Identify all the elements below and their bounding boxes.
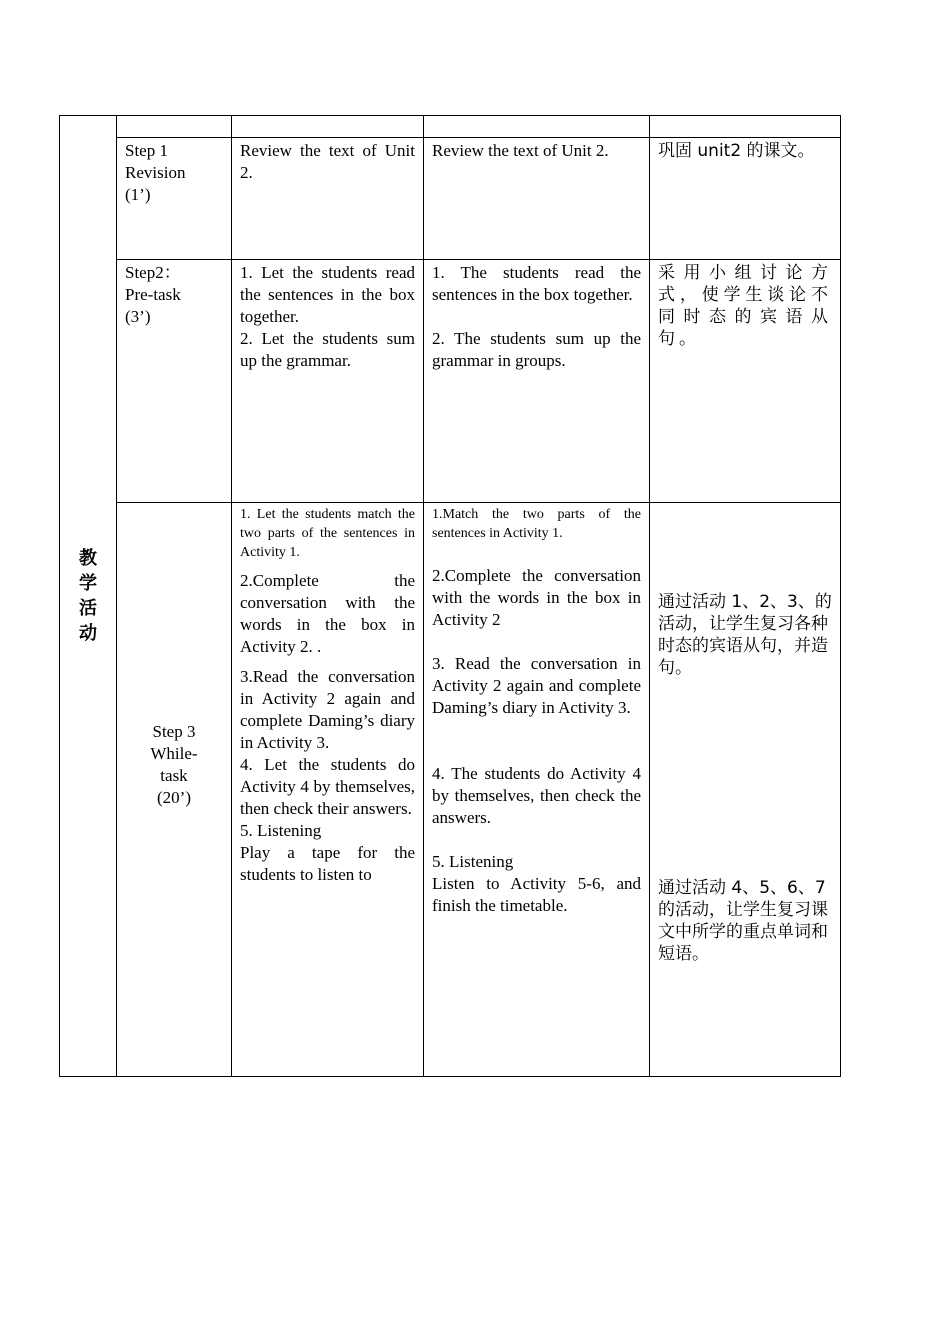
table-row bbox=[60, 138, 841, 260]
purpose-text: 巩固 unit2 的课文。 bbox=[658, 141, 815, 161]
header-cell-students bbox=[424, 116, 650, 138]
teacher-activity-text: 5. Listening bbox=[240, 821, 322, 840]
side-label-cell bbox=[60, 116, 117, 1077]
student-activity-text: 1. The students read the sentences in the box together. bbox=[432, 263, 641, 304]
step-phase: Pre-task bbox=[125, 285, 181, 304]
purpose-text: 通过活动 1、2、3、的活动，让学生复习各种时态的宾语从句，并造句。 bbox=[658, 592, 832, 678]
table-header-row bbox=[60, 116, 841, 138]
teacher-activity-cell bbox=[232, 260, 424, 503]
student-activity-text: 5. Listening bbox=[432, 852, 514, 871]
student-activity-text: Listen to Activity 5-6, and finish the timetable. bbox=[432, 874, 641, 915]
student-activity-text: 3. Read the conversation in Activity 2 again and complete Daming’s diary in Activity 3. bbox=[432, 654, 641, 717]
teacher-activity-text: 4. Let the students do Activity 4 by themselves, then check their answers. bbox=[240, 755, 415, 818]
teacher-activity-cell bbox=[232, 138, 424, 260]
step-title: Step 3 bbox=[152, 721, 196, 741]
step-duration: (3’) bbox=[125, 307, 151, 326]
table-row bbox=[60, 503, 841, 1077]
student-activity-text: Review the text of Unit 2. bbox=[432, 141, 609, 160]
student-activity-text: 4. The students do Activity 4 by themselves, then check the answers. bbox=[432, 764, 641, 827]
step-phase: Revision bbox=[125, 163, 186, 182]
lesson-plan-table bbox=[59, 115, 841, 1077]
table-row bbox=[60, 260, 841, 503]
student-activity-cell bbox=[424, 503, 650, 1077]
purpose-cell bbox=[650, 138, 841, 260]
step-title: Step2： bbox=[125, 263, 181, 282]
step-cell bbox=[117, 260, 232, 503]
student-activity-text: 1.Match the two parts of the sentences in Activity 1. bbox=[432, 507, 641, 541]
student-activity-cell bbox=[424, 260, 650, 503]
teacher-activity-text: 1. Let the students match the two parts of the sentences in Activity 1. bbox=[240, 507, 415, 560]
step-title: Step 1 bbox=[125, 141, 168, 160]
purpose-text: 采用小组讨论方式，使学生谈论不同时态的宾语从句。 bbox=[658, 263, 832, 349]
teacher-activity-text: 2. Let the students sum up the grammar. bbox=[240, 329, 415, 370]
teacher-activity-text: Play a tape for the students to listen to bbox=[240, 843, 415, 884]
purpose-cell bbox=[650, 260, 841, 503]
student-activity-text: 2.Complete the conversation with the words in the box in Activity 2 bbox=[432, 566, 641, 629]
step-duration: (1’) bbox=[125, 185, 151, 204]
teacher-activity-text: 2.Complete the conversation with the words in the box in Activity 2. . bbox=[240, 571, 415, 656]
student-activity-cell bbox=[424, 138, 650, 260]
step-cell bbox=[117, 138, 232, 260]
step-duration: (20’) bbox=[157, 787, 191, 807]
side-label: 教学活动 bbox=[79, 548, 97, 644]
header-cell-step bbox=[117, 116, 232, 138]
teacher-activity-text: 1. Let the students read the sentences in the box together. bbox=[240, 263, 415, 326]
purpose-cell bbox=[650, 503, 841, 1077]
step-phase: task bbox=[160, 765, 188, 785]
step-cell bbox=[117, 503, 232, 1077]
step-phase: While- bbox=[150, 743, 198, 763]
teacher-activity-text: Review the text of Unit 2. bbox=[240, 141, 415, 182]
teacher-activity-text: 3.Read the conversation in Activity 2 again and complete Daming’s diary in Activity 3. bbox=[240, 667, 415, 752]
teacher-activity-cell bbox=[232, 503, 424, 1077]
header-cell-purpose bbox=[650, 116, 841, 138]
student-activity-text: 2. The students sum up the grammar in groups. bbox=[432, 329, 641, 370]
purpose-text: 通过活动 4、5、6、7 的活动，让学生复习课文中所学的重点单词和短语。 bbox=[658, 878, 828, 964]
header-cell-teacher bbox=[232, 116, 424, 138]
